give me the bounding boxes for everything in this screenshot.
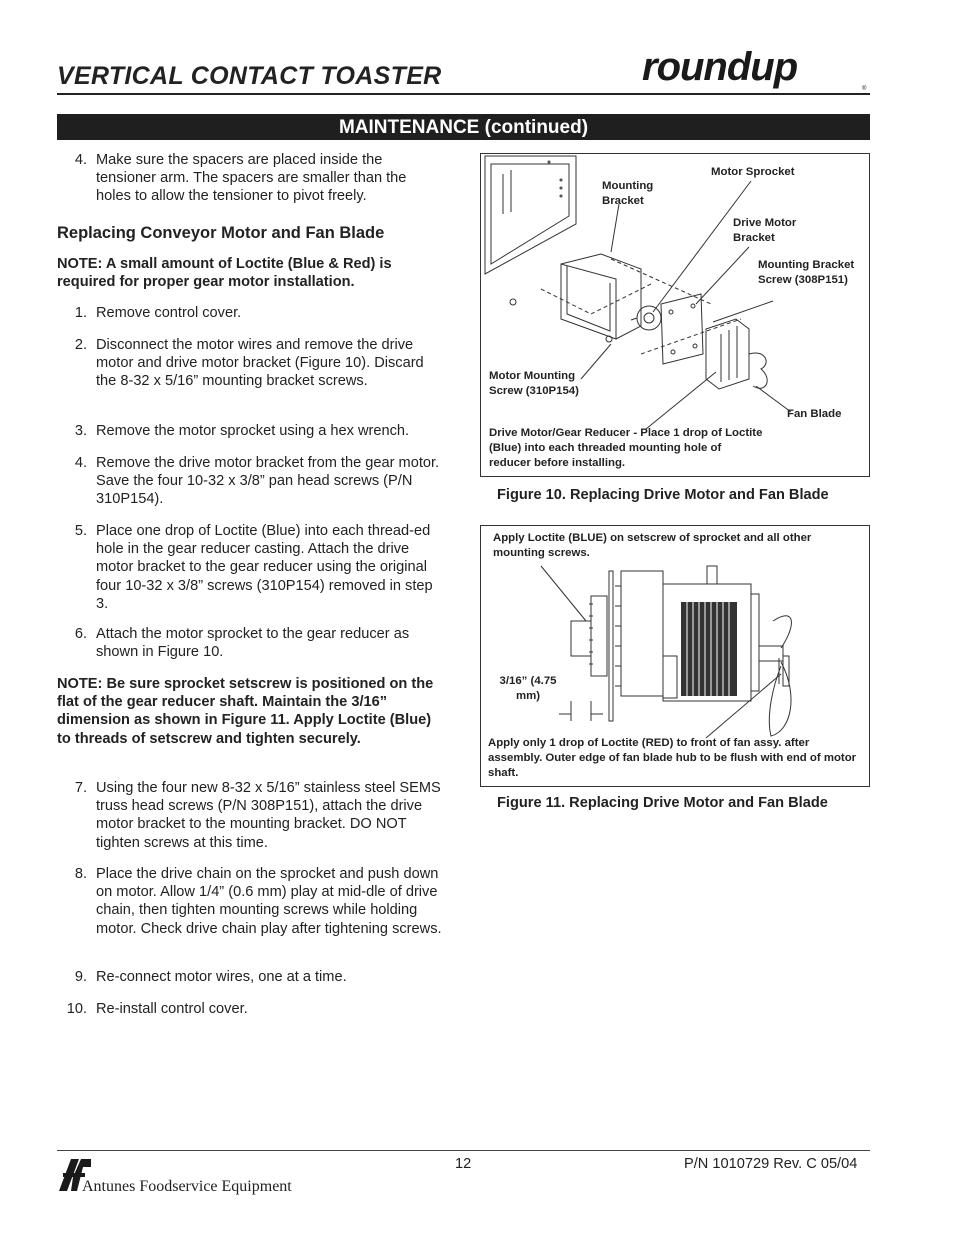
label-drive-motor-bracket: Drive Motor Bracket — [733, 217, 797, 244]
label-dimension: 3/16” (4.75 mm) — [499, 675, 557, 702]
svg-text:roundup: roundup — [642, 45, 798, 89]
figure-11 — [480, 525, 870, 787]
label-apply-red: Apply only 1 drop of Loctite (RED) to front of fan assy. after assembly. Outer edge of fan blade hub to be flush with end of motor shaft. — [488, 737, 857, 779]
page-number: 12 — [455, 1156, 472, 1172]
figure-10-caption: Figure 10. Replacing Drive Motor and Fan Blade — [497, 487, 829, 503]
label-motor-mounting-screw: Motor Mounting Screw (310P154) — [489, 370, 579, 397]
label-motor-sprocket: Motor Sprocket — [711, 166, 795, 178]
part-number: P/N 1010729 Rev. C 05/04 — [684, 1156, 858, 1172]
label-reducer-note: Drive Motor/Gear Reducer - Place 1 drop of Loctite (Blue) into each threaded mounting hole of reducer before installing. — [489, 427, 763, 469]
document-title: VERTICAL CONTACT TOASTER — [57, 62, 442, 90]
roundup-logo — [640, 44, 872, 92]
setscrew-note: NOTE: Be sure sprocket setscrew is positioned on the flat of the gear reducer shaft. Maintain the 3/16” dimension as shown in Figure 11. Apply Loctite (Blue) to threads of setscrew and tighten securely. — [57, 676, 434, 747]
company-name: Antunes Foodservice Equipment — [82, 1178, 292, 1195]
label-mounting-bracket: Mounting Bracket — [602, 180, 654, 207]
subsection-heading: Replacing Conveyor Motor and Fan Blade — [57, 224, 385, 242]
label-mounting-bracket-screw: Mounting Bracket Screw (308P151) — [758, 259, 855, 286]
svg-text:®: ® — [862, 86, 867, 92]
loctite-note: NOTE: A small amount of Loctite (Blue & Red) is required for proper gear motor installation. — [57, 256, 392, 291]
figure-11-caption: Figure 11. Replacing Drive Motor and Fan Blade — [497, 795, 828, 811]
label-fan-blade: Fan Blade — [787, 408, 842, 420]
footer-rule — [57, 1150, 870, 1151]
figure-10 — [480, 153, 870, 477]
section-heading: MAINTENANCE (continued) — [57, 114, 870, 140]
label-apply-blue: Apply Loctite (BLUE) on setscrew of sprocket and all other mounting screws. — [493, 532, 812, 559]
header-rule — [57, 93, 870, 95]
procedure-column: 4. Make sure the spacers are placed inside the tensioner arm. The spacers are smaller than the holes to allow the tensioner to pivot freely. Replacing Conveyor Motor and Fan Blade NOTE: A small amount of Loctite (Blue & Red) is required for proper gear motor installation. 1. Remove control cover. 2. Disconnect the motor wires and remove the drive motor and drive motor bracket (Figure 10). Discard the 8-32 x 5/16” mounting bracket screws. 3. Remove the motor sprocket using a hex wrench. 4. Remove the drive motor bracket from the gear motor. Save the four 10-32 x 3/8” pan head screws (P/N 310P154). 5. Place one drop of Loctite (Blue) into each thread-ed hole in the gear reducer casting. Attach the drive motor bracket to the gear reducer using the original four 10-32 x 3/8” screws (310P154) removed in step 3. 6. Attach the motor sprocket to the gear reducer as shown in Figure 10. NOTE: Be sure sprocket setscrew is positioned on the flat of the gear reducer shaft. Maintain the 3/16” dimension as shown in Figure 11. Apply Loctite (Blue) to threads of setscrew and tighten securely. 7. Using the four new 8-32 x 5/16” stainless steel SEMS truss head screws (P/N 308P151), attach the drive motor bracket to the mounting bracket. DO NOT tighten screws at this time. 8. Place the drive chain on the sprocket and push down on motor. Allow 1/4” (0.6 mm) play at mid-dle of drive chain, then tighten mounting screws while holding motor. Check drive chain play after tightening screws. 9. Re-connect motor wires, one at a time. 10. Re-install control cover. — [57, 152, 442, 1017]
